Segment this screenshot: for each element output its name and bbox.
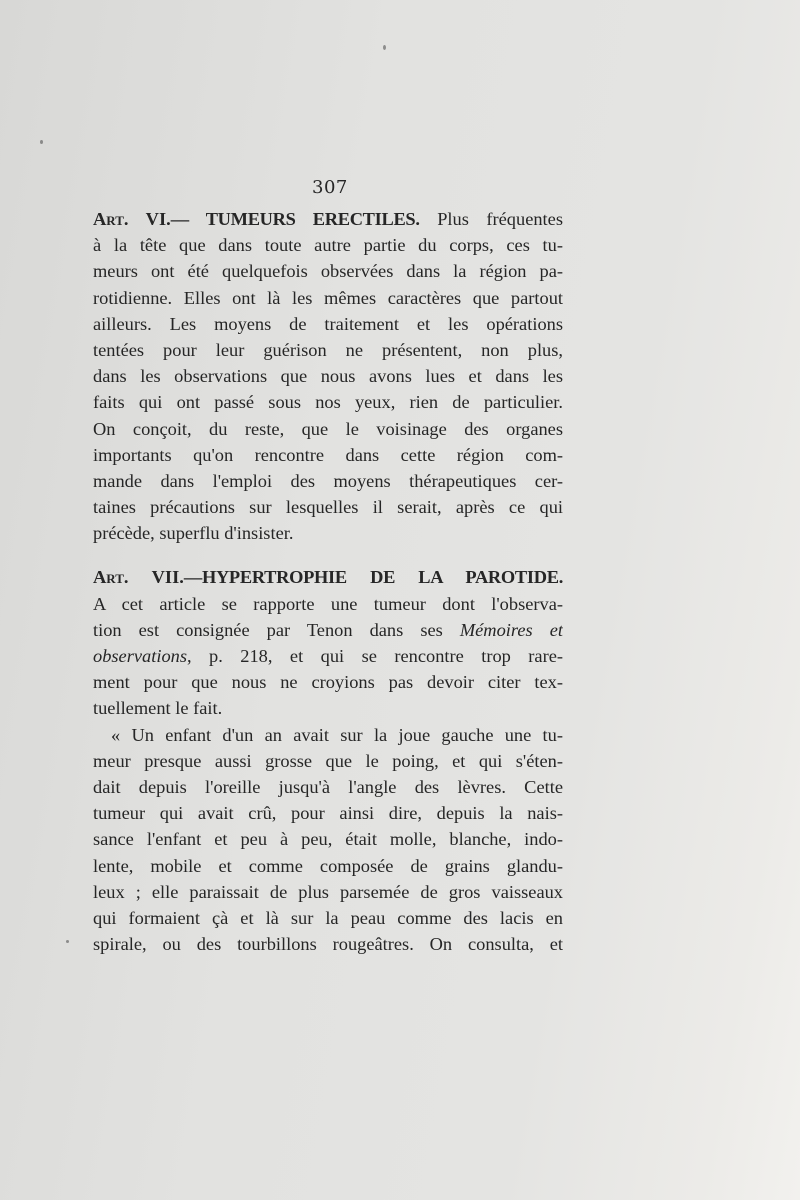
paragraph-line: faits qui ont passé sous nos yeux, rien de particulier. <box>93 392 563 413</box>
body-text <box>93 206 563 957</box>
paragraph-line: mande dans l'emploi des moyens thérapeutiques cer- <box>93 470 563 491</box>
section-vii-heading-line <box>93 564 563 590</box>
ink-speck <box>66 940 69 943</box>
paragraph-line: A cet article se rapporte une tumeur dont l'observa- <box>93 593 563 614</box>
article-heading: —HYPERTROPHIE DE LA PAROTIDE. <box>183 567 563 588</box>
article-label: Art. VII. <box>93 567 184 588</box>
quote-line: tumeur qui avait crû, pour ainsi dire, depuis la nais- <box>93 803 563 824</box>
paragraph-line: ailleurs. Les moyens de traitement et les opérations <box>93 313 563 334</box>
paragraph-line: meurs ont été quelquefois observées dans la région pa- <box>93 261 563 282</box>
paragraph-line: Plus fréquentes <box>437 209 563 229</box>
paragraph-line: tuellement le fait. <box>93 698 223 719</box>
paragraph-line: importants qu'on rencontre dans cette région com- <box>93 444 563 465</box>
paragraph-line <box>93 643 563 669</box>
paragraph-line: dans les observations que nous avons lues et dans les <box>93 366 563 387</box>
quote-line: leux ; elle paraissait de plus parsemée de gros vaisseaux <box>93 881 563 902</box>
paragraph-line <box>93 617 563 643</box>
paragraph-line: précède, superflu d'insister. <box>93 523 294 544</box>
paragraph-line: à la tête que dans toute autre partie du corps, ces tu- <box>93 235 563 256</box>
quote-line: « Un enfant d'un an avait sur la joue gauche une tu- <box>111 724 563 745</box>
quote-line: qui formaient çà et là sur la peau comme des lacis en <box>93 907 563 928</box>
article-label: Art. VI. <box>93 209 171 229</box>
book-title: Mémoires et <box>459 619 563 640</box>
quote-line: spirale, ou des tourbillons rougeâtres. On consulta, et <box>93 934 563 955</box>
text-run: , p. 218, et qui se rencontre trop rare- <box>187 646 563 666</box>
page-number: 307 <box>312 177 348 198</box>
ink-speck <box>383 45 386 50</box>
paragraph-line: ment pour que nous ne croyions pas devoir citer tex- <box>93 672 563 693</box>
article-heading: — TUMEURS ERECTILES. <box>170 209 420 229</box>
paragraph-line: tentées pour leur guérison ne présentent, non plus, <box>93 339 563 360</box>
paragraph-line: rotidienne. Elles ont là les mêmes caractères que partout <box>93 287 563 308</box>
section-vi-heading-line <box>93 206 563 232</box>
ink-speck <box>40 140 43 144</box>
quote-line: sance l'enfant et peu à peu, était molle, blanche, indo- <box>93 829 563 850</box>
quote-line: dait depuis l'oreille jusqu'à l'angle des lèvres. Cette <box>93 776 563 797</box>
quote-line: lente, mobile et comme composée de grains glandu- <box>93 855 563 876</box>
paragraph-line: taines précautions sur lesquelles il serait, après ce qui <box>93 497 563 518</box>
quote-line: meur presque aussi grosse que le poing, et qui s'éten- <box>93 750 563 771</box>
text-run: tion est consignée par Tenon dans ses <box>93 619 460 640</box>
section-gap <box>93 546 563 564</box>
book-title: observations <box>93 646 187 666</box>
paragraph-line: On conçoit, du reste, que le voisinage des organes <box>93 418 563 439</box>
